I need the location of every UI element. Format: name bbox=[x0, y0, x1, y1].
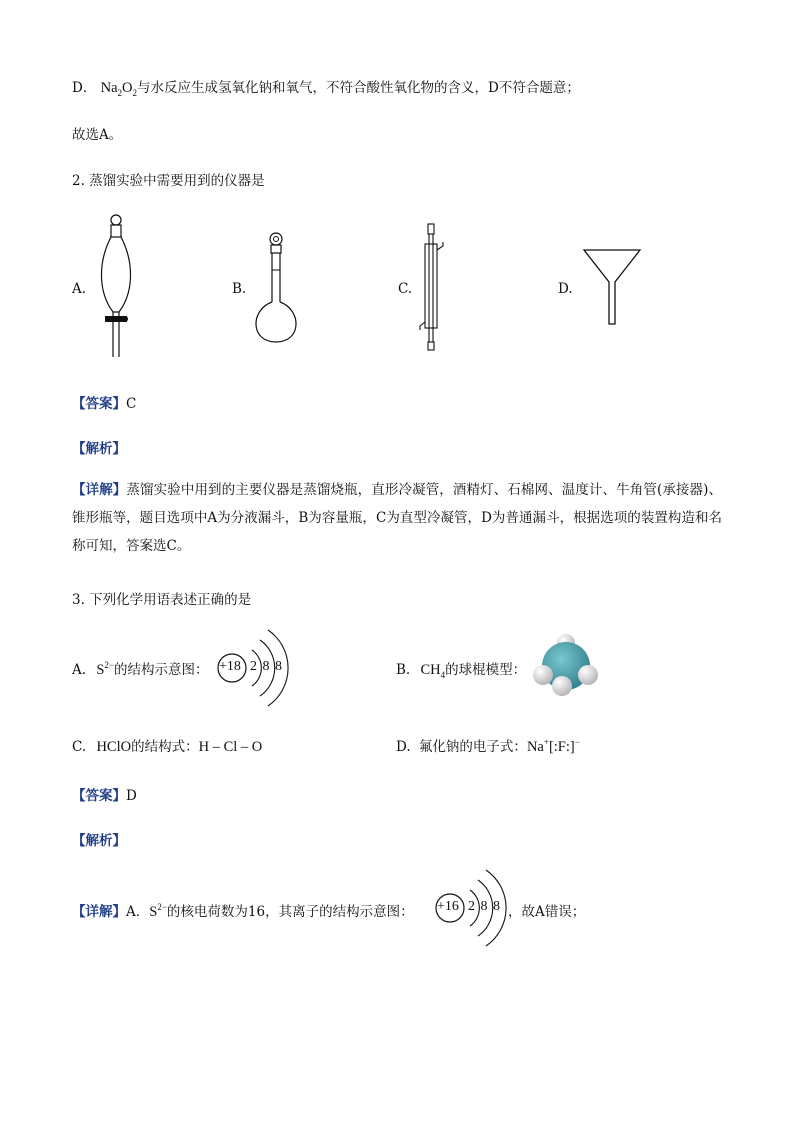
q1-conclusion: 故选A。 bbox=[72, 127, 123, 143]
s2-structure-diagram bbox=[214, 626, 294, 710]
electron-counts: 2 8 8 bbox=[468, 899, 501, 914]
detail-label: 【详解】 bbox=[72, 904, 126, 920]
formula-part: Na bbox=[100, 80, 118, 96]
option-d-text: 与水反应生成氢氧化钠和氧气，不符合酸性氧化物的含义，D不符合题意； bbox=[137, 80, 580, 96]
answer-value: D bbox=[126, 788, 137, 804]
ion-symbol bbox=[96, 662, 114, 678]
option-letter: A. bbox=[72, 662, 87, 678]
ion-charge: 2− bbox=[157, 902, 167, 913]
funnel-icon bbox=[582, 248, 642, 328]
detail-prefix: A． bbox=[126, 904, 150, 920]
formula-subscript: 2 bbox=[117, 87, 123, 98]
q3-detail bbox=[72, 900, 414, 921]
option-letter: B. bbox=[396, 662, 411, 678]
ion-symbol bbox=[149, 904, 167, 920]
option-c-text: 的结构式： bbox=[131, 739, 199, 755]
chem-formula bbox=[421, 662, 446, 678]
cation: Na bbox=[526, 739, 544, 755]
q2-option-d-label: D. bbox=[558, 281, 573, 297]
detail-text: 蒸馏实验中用到的主要仪器是蒸馏烧瓶，直形冷凝管，酒精灯、石棉网、温度计、牛角管(承接器)、锥形瓶等，题目选项中A为分液漏斗，B为容量瓶，C为直型冷凝管，D为普通漏斗，根据选项的装置构造和名称可知，答案选C。 bbox=[72, 482, 722, 554]
q3-option-c bbox=[72, 735, 262, 756]
chem-formula: HClO bbox=[96, 739, 132, 755]
nucleus-charge: +18 bbox=[219, 659, 241, 674]
option-b-text: 的球棍模型： bbox=[445, 662, 527, 678]
anion-atom: F bbox=[557, 739, 566, 755]
formula-subscript: 2 bbox=[132, 87, 138, 98]
answer-value: C bbox=[126, 396, 137, 412]
q2-analysis-label: 【解析】 bbox=[72, 441, 126, 457]
option-d-text: 氟化钠的电子式： bbox=[418, 739, 527, 755]
option-letter: D. bbox=[396, 739, 411, 755]
q3-answer bbox=[72, 784, 137, 804]
volumetric-flask-icon bbox=[250, 230, 310, 346]
q3-option-d bbox=[396, 735, 580, 756]
anion-bracket-open: [: bbox=[548, 739, 558, 755]
formula-subscript: 4 bbox=[440, 669, 446, 680]
formula-part: CH bbox=[420, 662, 441, 678]
separatory-funnel-icon bbox=[96, 212, 136, 362]
option-letter: D． bbox=[72, 80, 97, 96]
ion-charge: 2− bbox=[104, 660, 114, 671]
q2-detail bbox=[72, 476, 722, 560]
q3-detail-suffix: ，故A错误； bbox=[508, 904, 586, 920]
ch4-space-filling-model-icon bbox=[530, 628, 602, 700]
answer-label: 【答案】 bbox=[72, 788, 126, 804]
nucleus-charge: +16 bbox=[437, 899, 459, 914]
answer-label: 【答案】 bbox=[72, 396, 126, 412]
anion-charge: − bbox=[574, 737, 580, 748]
q3-option-b bbox=[396, 658, 526, 680]
q2-answer bbox=[72, 392, 136, 412]
option-a-text: 的结构示意图： bbox=[114, 662, 209, 678]
ion-element: S bbox=[96, 662, 105, 678]
chem-formula bbox=[101, 80, 137, 96]
q1-option-d-line bbox=[72, 76, 580, 98]
detail-mid: 的核电荷数为16，其离子的结构示意图： bbox=[166, 904, 414, 920]
detail-label: 【详解】 bbox=[72, 482, 127, 498]
s2-correct-structure-diagram bbox=[432, 866, 512, 950]
q2-option-a-label: A. bbox=[72, 281, 87, 297]
q2-option-c-label: C. bbox=[398, 281, 413, 297]
cation-charge: + bbox=[543, 737, 549, 748]
q2-stem: 2. 蒸馏实验中需要用到的仪器是 bbox=[72, 173, 265, 189]
anion-bracket-close: :] bbox=[565, 739, 575, 755]
structural-formula: H – Cl – O bbox=[198, 739, 263, 755]
formula-part: O bbox=[122, 80, 133, 96]
electron-formula bbox=[527, 739, 580, 755]
q2-option-b-label: B. bbox=[232, 281, 247, 297]
q3-analysis-label: 【解析】 bbox=[72, 833, 126, 849]
q3-stem: 3. 下列化学用语表述正确的是 bbox=[72, 592, 252, 608]
ion-element: S bbox=[149, 904, 158, 920]
q3-option-a bbox=[72, 658, 209, 679]
option-letter: C. bbox=[72, 739, 87, 755]
electron-counts: 2 8 8 bbox=[250, 659, 283, 674]
straight-condenser-icon bbox=[418, 222, 448, 352]
